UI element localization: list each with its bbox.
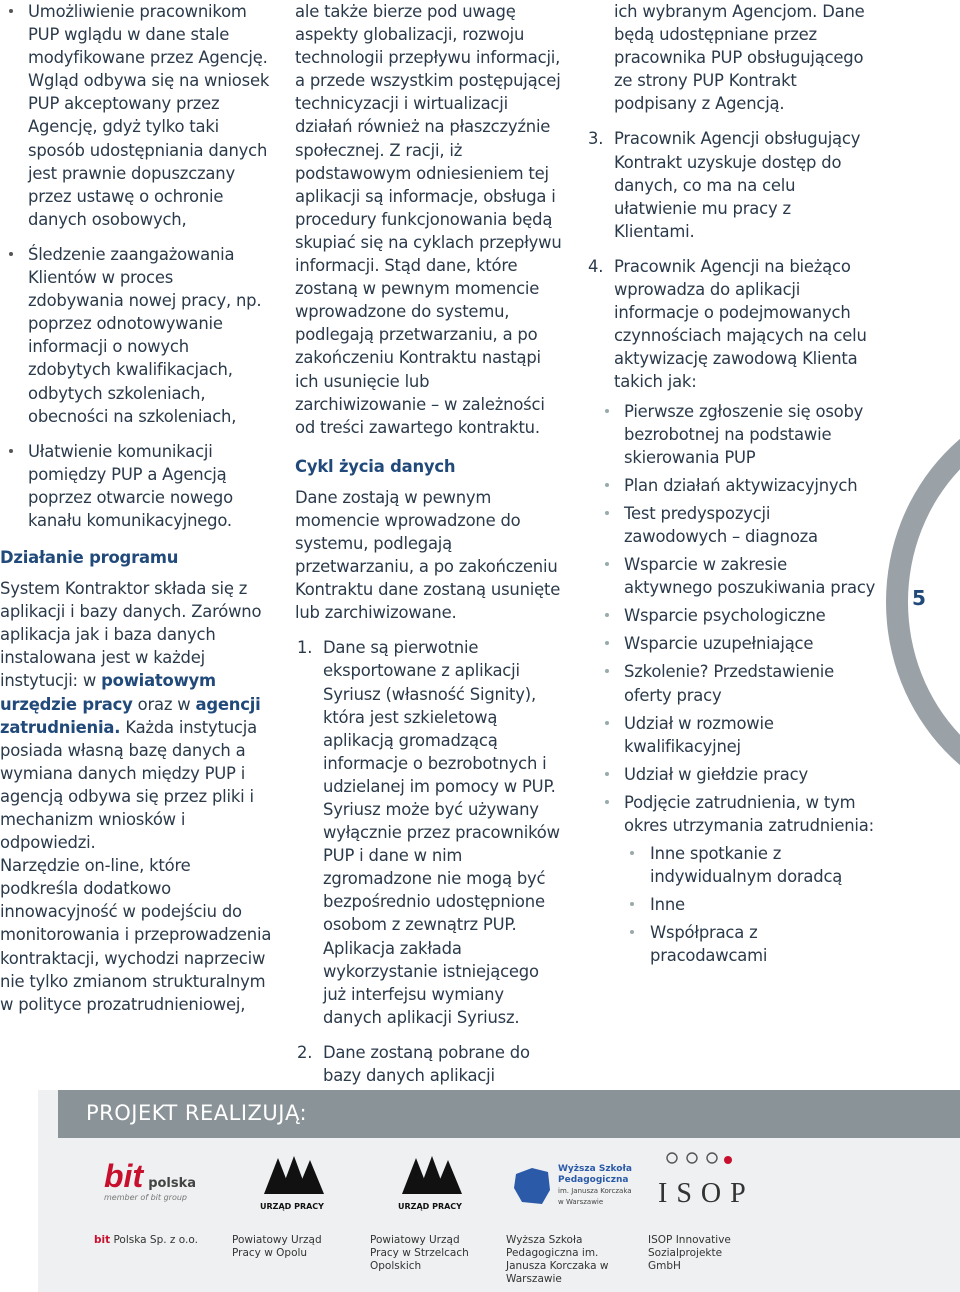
list-item: Podjęcie zatrudnienia, w tym okres utrzymania zatrudnienia: [586,791,876,837]
paragraph: System Kontraktor składa się z aplikacji i bazy danych. Zarówno aplikacja jak i baza danych instalowana jest w każdej instytucji: w powiatowym urzędzie pracy oraz w agencji zatrudnienia. Każda instytucja posiada własną bazę danych a wymiana danych między PUP i agencją odbywa się przez pliki i mechanizm wniosków i odpowiedzi. [0,579,262,853]
partner-name: Powiatowy Urząd Pracy w Strzelcach Opolskich [370,1234,469,1272]
list-item: Wsparcie uzupełniające [586,632,876,655]
partner-name: bit Polska Sp. z o.o. [94,1234,198,1246]
list-item: Test predyspozycji zawodowych – diagnoza [586,502,876,548]
bullet-item: Ułatwienie komunikacji pomiędzy PUP a Agencją poprzez otwarcie nowego kanału komunikacyjnego. [0,440,272,532]
column-3 [586,0,876,968]
sub-list-item: Inne [586,893,876,916]
section-heading: Cykl życia danych [295,456,456,476]
paragraph: Narzędzie on-line, które podkreśla dodatkowo innowacyjność w podejściu do monitorowania i przeprowadzenia kontraktacji, wychodzi naprzeciw nie tylko zmianom strukturalnym w polityce prozatrudnieniowej, [0,856,272,1014]
pup-opole-logo: URZĄD PRACY [254,1150,344,1220]
pup-emblem-icon [254,1150,334,1202]
bit-polska-logo: bit polska member of bit group [104,1158,197,1202]
partner-name: ISOP Innovative Sozialprojekte GmbH [648,1234,731,1272]
partner-name: Wyższa Szkoła Pedagogiczna im. Janusza Korczaka w Warszawie [506,1234,609,1285]
numbered-item: 3. Pracownik Agencji obsługujący Kontrakt uzyskuje dostęp do danych, co ma na celu ułatwienie mu pracy z Klientami. [588,129,861,241]
section-heading: Działanie programu [0,548,179,568]
isop-logo: I S O P [654,1150,744,1220]
list-item: Pierwsze zgłoszenie się osoby bezrobotnej na podstawie skierowania PUP [586,400,876,469]
list-item: Wsparcie w zakresie aktywnego poszukiwania pracy [586,553,876,599]
page-number: 5 [912,586,926,610]
numbered-item: 4. Pracownik Agencji na bieżąco wprowadza do aplikacji informacje o podejmowanych czynnościach mających na celu aktywizację zawodową Klienta takich jak: [588,256,867,392]
pup-strzelce-logo: URZĄD PRACY [392,1150,482,1220]
list-item: Szkolenie? Przedstawienie oferty pracy [586,660,876,706]
list-item: Wsparcie psychologiczne [586,604,876,627]
pup-emblem-icon [392,1150,472,1202]
list-item: Udział w rozmowie kwalifikacyjnej [586,712,876,758]
numbered-item: 2. Dane zostaną pobrane do bazy danych aplikacji [297,1042,530,1086]
partner-name: Powiatowy Urząd Pracy w Opolu [232,1234,322,1259]
bullet-item: Umożliwienie pracownikom PUP wglądu w dane stale modyfikowane przez Agencję. Wgląd odbywa się na wniosek PUP akceptowany przez Agencję, gdyż tylko taki sposób udostępniania danych jest prawnie dopuszczany przez ustawę o ochronie danych osobowych, [0,0,272,231]
bullet-item: Śledzenie zaangażowania Klientów w proces zdobywania nowej pracy, np. poprzez odnotowywanie informacji o nowych zdobytych kwalifikacjach, odbytych szkoleniach, obecności na szkoleniach, [0,243,272,428]
poland-map-icon [512,1164,552,1208]
list-item: Udział w giełdzie pracy [586,763,876,786]
sub-list-item: Inne spotkanie z indywidualnym doradcą [586,842,876,888]
footer-title: PROJEKT REALIZUJĄ: [86,1101,308,1125]
column-2 [295,0,565,1133]
numbered-item: 1. Dane są pierwotnie eksportowane z aplikacji Syriusz (własność Signity), która jest szkieletową aplikacją gromadzącą informacje o bezrobotnych i udzielanej im pomocy w PUP. Syriusz może być używany wyłącznie przez pracowników PUP i dane w nim zgromadzone nie mogą być bezpośrednio udostępnione osobom z zewnątrz PUP. Aplikacja zakłada wykorzystanie istniejącego już interfejsu wymiany danych aplikacji Syriusz. [297,638,560,1027]
paragraph: Dane zostają w pewnym momencie wprowadzone do systemu, podlegają przetwarzaniu, a po zakończeniu Kontraktu dane zostaną usunięte lub zarchiwizowane. [295,487,561,623]
column-1 [0,0,272,1016]
paragraph: ale także bierze pod uwagę aspekty globalizacji, rozwoju technologii przepływu informacji, a przede wszystkim postępującej technicyzacji i wirtualizacji działań również na płaszczyźnie społecznej. Z racji, iż podstawowym odniesieniem tej aplikacji są informacje, obsługa i procedury funkcjonowania będą skupiać się na cyklach przepływu informacji. Stąd dane, które zostaną w pewnym momencie wprowadzone do systemu, podlegają przetwarzaniu, a po zakończeniu Kontraktu nastąpi ich usunięcie lub zarchiwizowanie – w zależności od treści zawartego kontraktu. [295,2,562,437]
people-icon [658,1150,738,1174]
wsp-logo: Wyższa Szkoła Pedagogiczna im. Janusza Korczaka w Warszawie [512,1150,642,1220]
list-item: Plan działań aktywizacyjnych [586,474,876,497]
activity-list [586,400,876,968]
numbered-item-continued: ich wybranym Agencjom. Dane będą udostępniane przez pracownika PUP obsługującego ze strony PUP Kontrakt podpisany z Agencją. [614,2,865,114]
sub-list-item: Współpraca z pracodawcami [586,921,876,967]
